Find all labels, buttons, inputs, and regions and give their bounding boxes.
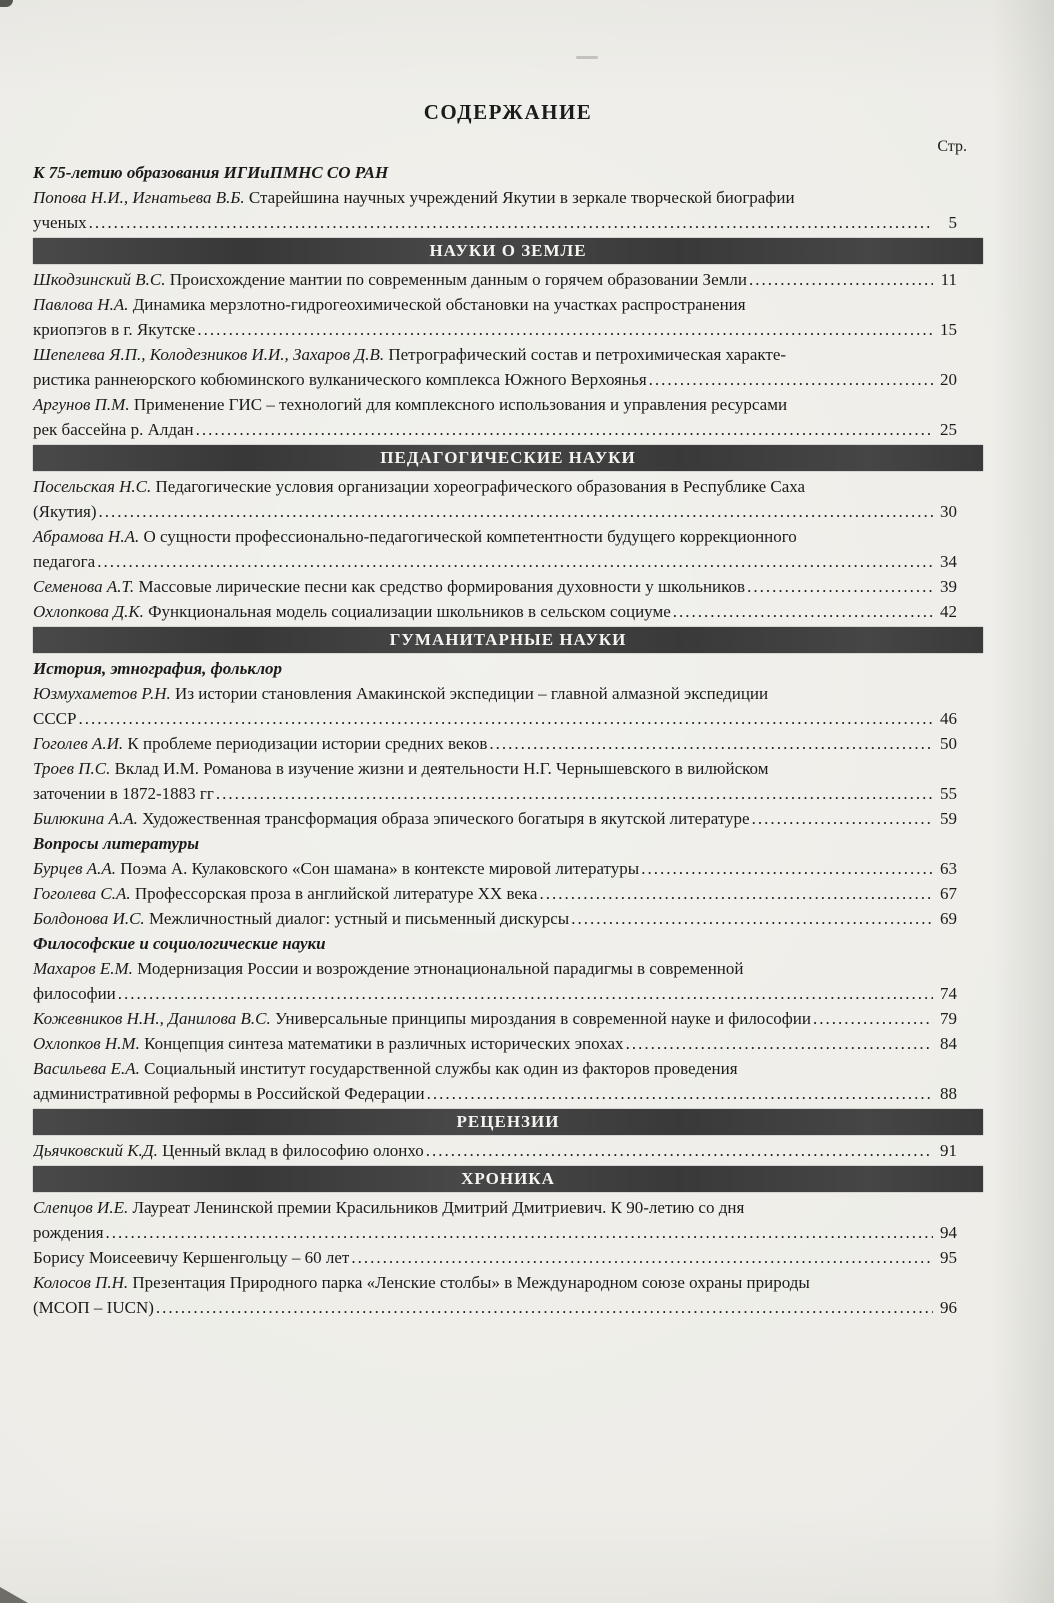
entry-text: Павлова Н.А. Динамика мерзлотно-гидрогеохимической обстановки на участках распространения bbox=[33, 295, 746, 314]
toc-entry bbox=[33, 856, 983, 881]
group-heading: К 75-летию образования ИГИиПМНС СО РАН bbox=[33, 163, 389, 182]
toc-entry bbox=[33, 1245, 983, 1270]
toc-entry-line bbox=[33, 1270, 983, 1295]
entry-text: Колосов П.Н. Презентация Природного парка «Ленские столбы» в Международном союзе охраны природы bbox=[33, 1273, 810, 1292]
toc-entry-line bbox=[33, 1138, 983, 1163]
entry-authors: Троев П.С. bbox=[33, 759, 115, 778]
scan-artifact-top-left bbox=[0, 0, 13, 7]
page-number: 69 bbox=[940, 909, 957, 928]
entry-text: Шкодзинский В.С. Происхождение мантии по современным данным о горячем образовании Земли bbox=[33, 270, 747, 289]
entry-authors: Семенова А.Т. bbox=[33, 577, 139, 596]
entry-text: Борису Моисеевичу Кершенгольцу – 60 лет bbox=[33, 1248, 350, 1267]
entry-text: рек бассейна р. Алдан bbox=[33, 420, 194, 439]
dot-leader bbox=[569, 906, 933, 931]
scan-artifact-dash bbox=[576, 56, 598, 59]
page-number: 50 bbox=[940, 734, 957, 753]
entry-text: ученых bbox=[33, 213, 87, 232]
page-number: 46 bbox=[940, 709, 957, 728]
page-number: 30 bbox=[940, 502, 957, 521]
page-number: 94 bbox=[940, 1223, 957, 1242]
page-number: 55 bbox=[940, 784, 957, 803]
toc-entry-line bbox=[33, 806, 983, 831]
dot-leader bbox=[87, 210, 933, 235]
page-number: 84 bbox=[940, 1034, 957, 1053]
dot-leader bbox=[811, 1006, 933, 1031]
toc-entry-line bbox=[33, 474, 983, 499]
section-band: РЕЦЕНЗИИ bbox=[33, 1109, 983, 1135]
page-number: 15 bbox=[940, 320, 957, 339]
entry-authors: Павлова Н.А. bbox=[33, 295, 133, 314]
entry-text: Троев П.С. Вклад И.М. Романова в изучение жизни и деятельности Н.Г. Чернышевского в вилюйском bbox=[33, 759, 769, 778]
group-heading: Вопросы литературы bbox=[33, 834, 200, 853]
entry-text: Аргунов П.М. Применение ГИС – технологий для комплексного использования и управления ресурсами bbox=[33, 395, 788, 414]
dot-leader bbox=[76, 706, 933, 731]
dot-leader bbox=[195, 317, 933, 342]
toc-entry bbox=[33, 185, 983, 235]
entry-text: Охлопкова Д.К. Функциональная модель социализации школьников в сельском социуме bbox=[33, 602, 671, 621]
dot-leader bbox=[671, 599, 933, 624]
toc-entry bbox=[33, 956, 983, 1006]
scan-edge-shadow bbox=[992, 0, 1054, 1603]
entry-authors: Юзмухаметов Р.Н. bbox=[33, 684, 176, 703]
entry-authors: Бурцев А.А. bbox=[33, 859, 121, 878]
page-title: СОДЕРЖАНИЕ bbox=[423, 100, 593, 124]
entry-authors: Шкодзинский В.С. bbox=[33, 270, 170, 289]
toc-entry-line bbox=[33, 185, 983, 210]
section-band: ПЕДАГОГИЧЕСКИЕ НАУКИ bbox=[33, 445, 983, 471]
section-band: ГУМАНИТАРНЫЕ НАУКИ bbox=[33, 627, 983, 653]
toc-entry bbox=[33, 881, 983, 906]
page-number: 91 bbox=[940, 1141, 957, 1160]
entry-text: Слепцов И.Е. Лауреат Ленинской премии Красильников Дмитрий Дмитриевич. К 90-летию со дня bbox=[33, 1198, 745, 1217]
entry-authors: Аргунов П.М. bbox=[33, 395, 134, 414]
dot-leader bbox=[537, 881, 933, 906]
toc-entry bbox=[33, 574, 983, 599]
entry-text: Билюкина А.А. Художественная трансформация образа эпического богатыря в якутской литературе bbox=[33, 809, 750, 828]
entry-text: педагога bbox=[33, 552, 96, 571]
toc-entry-line bbox=[33, 599, 983, 624]
toc-entry-line bbox=[33, 856, 983, 881]
entry-authors: Дьячковский К.Д. bbox=[33, 1141, 163, 1160]
toc-entry bbox=[33, 806, 983, 831]
entry-authors: Махаров Е.М. bbox=[33, 959, 138, 978]
toc-entry bbox=[33, 474, 983, 524]
dot-leader bbox=[750, 806, 933, 831]
toc-entry-line bbox=[33, 1031, 983, 1056]
entry-authors: Кожевников Н.Н., Данилова В.С. bbox=[33, 1009, 276, 1028]
section-band: ХРОНИКА bbox=[33, 1166, 983, 1192]
entry-text: рождения bbox=[33, 1223, 104, 1242]
entry-authors: Слепцов И.Е. bbox=[33, 1198, 133, 1217]
toc-entry-line bbox=[33, 499, 983, 524]
toc-entry-line bbox=[33, 392, 983, 417]
entry-text: Болдонова И.С. Межличностный диалог: устный и письменный дискурсы bbox=[33, 909, 570, 928]
entry-text: Васильева Е.А. Социальный институт государственной службы как один из факторов проведения bbox=[33, 1059, 738, 1078]
toc-entry-line bbox=[33, 681, 983, 706]
page-number: 96 bbox=[940, 1298, 957, 1317]
toc-entry bbox=[33, 906, 983, 931]
dot-leader bbox=[154, 1295, 933, 1320]
entry-text: Гоголева С.А. Профессорская проза в английской литературе XX века bbox=[33, 884, 538, 903]
entry-text: Бурцев А.А. Поэма А. Кулаковского «Сон шамана» в контексте мировой литературы bbox=[33, 859, 640, 878]
toc-entry bbox=[33, 524, 983, 574]
toc-entry-line bbox=[33, 342, 983, 367]
entry-text: Кожевников Н.Н., Данилова В.С. Универсальные принципы мироздания в современной науке и философии bbox=[33, 1009, 811, 1028]
scan-artifact-bottom-left bbox=[0, 1587, 28, 1603]
entry-text: Абрамова Н.А. О сущности профессионально-педагогической компетентности будущего коррекционного bbox=[33, 527, 797, 546]
dot-leader bbox=[424, 1138, 933, 1163]
dot-leader bbox=[97, 499, 933, 524]
dot-leader bbox=[487, 731, 933, 756]
toc-entry-line bbox=[33, 706, 983, 731]
entry-authors: Попова Н.И., Игнатьева В.Б. bbox=[33, 188, 249, 207]
entry-text: Шепелева Я.П., Колодезников И.И., Захаров Д.В. Петрографический состав и петрохимическая характе- bbox=[33, 345, 787, 364]
toc-entry-line bbox=[33, 1056, 983, 1081]
toc-entry bbox=[33, 1138, 983, 1163]
toc-entry-line bbox=[33, 756, 983, 781]
dot-leader bbox=[745, 574, 933, 599]
toc-entry bbox=[33, 599, 983, 624]
entry-text: Семенова А.Т. Массовые лирические песни как средство формирования духовности у школьников bbox=[33, 577, 746, 596]
entry-text: Попова Н.И., Игнатьева В.Б. Старейшина научных учреждений Якутии в зеркале творческой биографии bbox=[33, 188, 795, 207]
toc-entry-line bbox=[33, 956, 983, 981]
page-number: 59 bbox=[940, 809, 957, 828]
toc-entry-line bbox=[33, 1006, 983, 1031]
toc-entry-line bbox=[33, 1195, 983, 1220]
dot-leader bbox=[214, 781, 933, 806]
entry-text: криопэгов в г. Якутске bbox=[33, 320, 196, 339]
entry-authors: Болдонова И.С. bbox=[33, 909, 149, 928]
page-number: 67 bbox=[940, 884, 957, 903]
dot-leader bbox=[425, 1081, 933, 1106]
page-number: 79 bbox=[940, 1009, 957, 1028]
toc-entry-line bbox=[33, 781, 983, 806]
entry-authors: Охлопкова Д.К. bbox=[33, 602, 149, 621]
entry-text: СССР bbox=[33, 709, 77, 728]
entry-authors: Абрамова Н.А. bbox=[33, 527, 144, 546]
entry-authors: Посельская Н.С. bbox=[33, 477, 156, 496]
dot-leader bbox=[194, 417, 933, 442]
toc-list bbox=[33, 160, 983, 1320]
toc-entry bbox=[33, 1195, 983, 1245]
page-number: 25 bbox=[940, 420, 957, 439]
toc-entry-line bbox=[33, 1295, 983, 1320]
toc-entry-line bbox=[33, 267, 983, 292]
toc-entry-line bbox=[33, 1245, 983, 1270]
toc-entry bbox=[33, 292, 983, 342]
toc-entry-line bbox=[33, 1220, 983, 1245]
toc-entry-line bbox=[33, 906, 983, 931]
toc-entry bbox=[33, 392, 983, 442]
dot-leader bbox=[624, 1031, 933, 1056]
toc-entry bbox=[33, 267, 983, 292]
toc-entry-line bbox=[33, 981, 983, 1006]
entry-text: Юзмухаметов Р.Н. Из истории становления Амакинской экспедиции – главной алмазной экспедиции bbox=[33, 684, 769, 703]
toc-entry-line bbox=[33, 1081, 983, 1106]
entry-text: заточении в 1872-1883 гг bbox=[33, 784, 214, 803]
toc-entry-line bbox=[33, 210, 983, 235]
entry-text: Гоголев А.И. К проблеме периодизации истории средних веков bbox=[33, 734, 488, 753]
entry-text: (МСОП – IUCN) bbox=[33, 1298, 154, 1317]
toc-entry-line bbox=[33, 574, 983, 599]
page-number: 63 bbox=[940, 859, 957, 878]
page-number: 20 bbox=[940, 370, 957, 389]
dot-leader bbox=[95, 549, 933, 574]
toc-entry-line bbox=[33, 367, 983, 392]
section-band: НАУКИ О ЗЕМЛЕ bbox=[33, 238, 983, 264]
entry-text: административной реформы в Российской Федерации bbox=[33, 1084, 425, 1103]
toc-entry bbox=[33, 1056, 983, 1106]
dot-leader bbox=[747, 267, 933, 292]
toc-entry-line bbox=[33, 881, 983, 906]
group-heading: Философские и социологические науки bbox=[33, 934, 326, 953]
page-number: 39 bbox=[940, 577, 957, 596]
page-number: 5 bbox=[948, 213, 957, 232]
entry-text: Охлопков Н.М. Концепция синтеза математики в различных исторических эпохах bbox=[33, 1034, 624, 1053]
toc-entry-line bbox=[33, 317, 983, 342]
dot-leader bbox=[639, 856, 933, 881]
entry-text: философии bbox=[33, 984, 116, 1003]
entry-text: Дьячковский К.Д. Ценный вклад в философию олонхо bbox=[33, 1141, 424, 1160]
toc-entry-line bbox=[33, 524, 983, 549]
page-number: 42 bbox=[940, 602, 957, 621]
dot-leader bbox=[349, 1245, 933, 1270]
entry-text: Махаров Е.М. Модернизация России и возрождение этнонациональной парадигмы в современной bbox=[33, 959, 744, 978]
entry-text: ристика раннеюрского кобюминского вулканического комплекса Южного Верхоянья bbox=[33, 370, 647, 389]
toc-entry bbox=[33, 1006, 983, 1031]
toc-entry bbox=[33, 731, 983, 756]
entry-text: (Якутия) bbox=[33, 502, 97, 521]
entry-authors: Гоголев А.И. bbox=[33, 734, 128, 753]
toc-entry bbox=[33, 342, 983, 392]
page-column-label: Стр. bbox=[937, 138, 967, 155]
entry-authors: Колосов П.Н. bbox=[33, 1273, 133, 1292]
group-heading: История, этнография, фольклор bbox=[33, 659, 283, 678]
page-number: 88 bbox=[940, 1084, 957, 1103]
toc-content bbox=[33, 99, 983, 1320]
entry-authors: Охлопков Н.М. bbox=[33, 1034, 145, 1053]
entry-authors: Гоголева С.А. bbox=[33, 884, 135, 903]
dot-leader bbox=[647, 367, 933, 392]
toc-entry-line bbox=[33, 292, 983, 317]
toc-entry bbox=[33, 1270, 983, 1320]
entry-authors: Билюкина А.А. bbox=[33, 809, 143, 828]
toc-entry bbox=[33, 681, 983, 731]
toc-entry-line bbox=[33, 417, 983, 442]
entry-text: Посельская Н.С. Педагогические условия организации хореографического образования в Республике Саха bbox=[33, 477, 806, 496]
toc-entry bbox=[33, 1031, 983, 1056]
toc-entry bbox=[33, 756, 983, 806]
dot-leader bbox=[104, 1220, 933, 1245]
toc-entry-line bbox=[33, 549, 983, 574]
page-number: 34 bbox=[940, 552, 957, 571]
entry-authors: Шепелева Я.П., Колодезников И.И., Захаров Д.В. bbox=[33, 345, 389, 364]
page-number: 11 bbox=[940, 270, 957, 289]
page-number: 74 bbox=[940, 984, 957, 1003]
toc-entry-line bbox=[33, 731, 983, 756]
dot-leader bbox=[116, 981, 933, 1006]
page-number: 95 bbox=[940, 1248, 957, 1267]
entry-authors: Васильева Е.А. bbox=[33, 1059, 145, 1078]
